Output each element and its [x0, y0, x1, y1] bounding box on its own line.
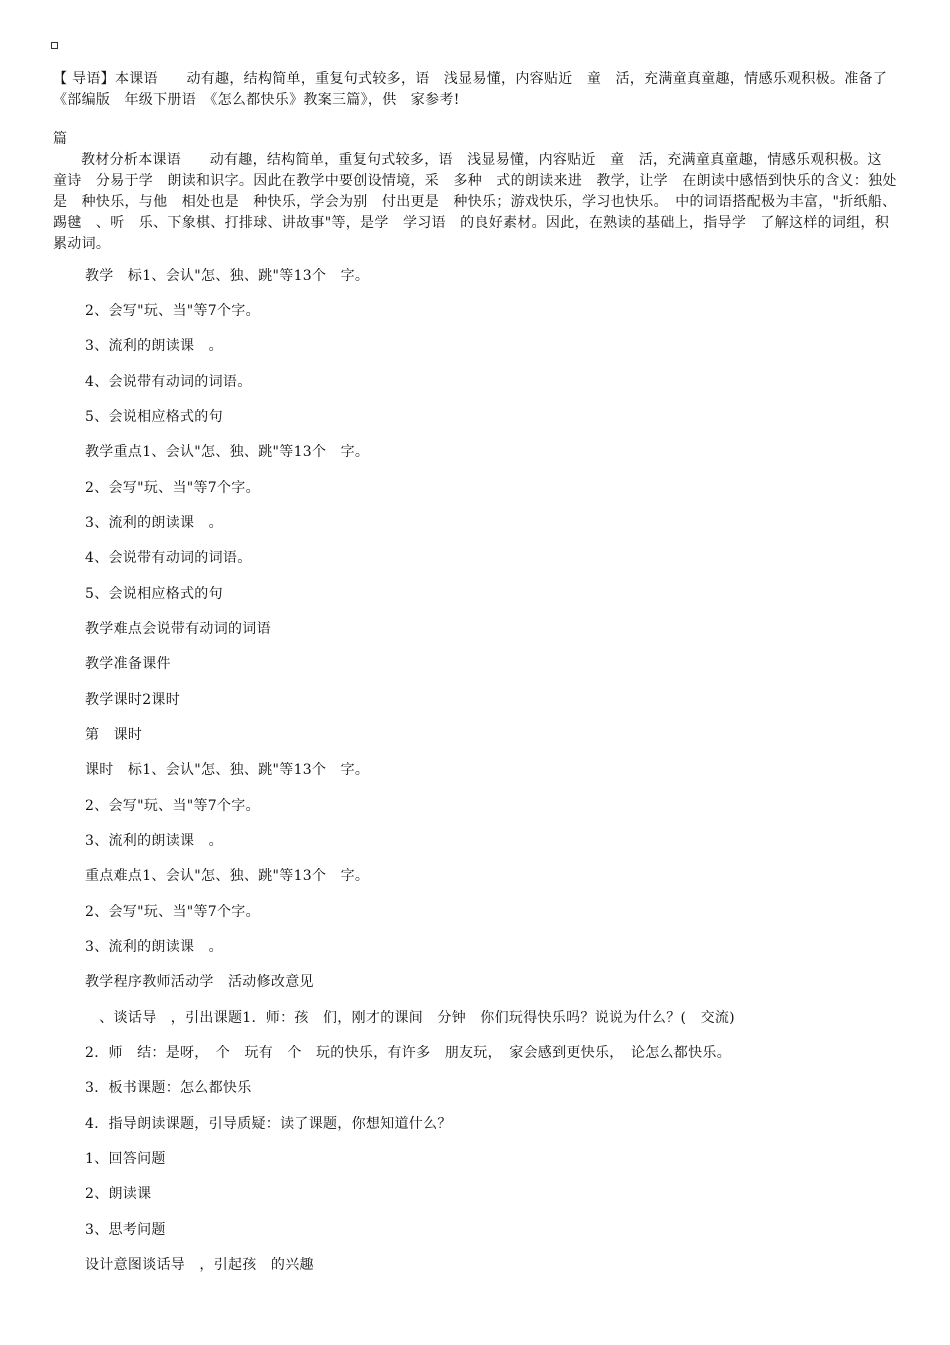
doc-line: 3．板书课题：怎么都快乐: [85, 1080, 252, 1096]
intro-paragraph: 【 导语】本课语 动有趣，结构简单，重复句式较多，语 浅显易懂，内容贴近 童 活，充满童真童趣，情感乐观积极。准备了《部编版 年级下册语 《怎么都快乐》教案三篇》，供 家参考!: [53, 71, 888, 108]
doc-line: 、谈话导 ，引出课题1．师：孩 们，刚才的课间 分钟 你们玩得快乐吗？说说为什么？( 交流): [85, 1010, 735, 1026]
doc-line: 第 课时: [85, 727, 143, 743]
doc-line: 4．指导朗读课题，引导质疑：读了课题，你想知道什么？: [85, 1116, 452, 1132]
doc-line: 3、思考问题: [85, 1222, 166, 1238]
doc-line: 重点难点1、会认"怎、独、跳"等13个 字。: [85, 868, 370, 884]
doc-line: 2、会写"玩、当"等7个字。: [85, 904, 260, 920]
doc-line: 3、流利的朗读课 。: [85, 939, 223, 955]
doc-line: 教学难点会说带有动词的词语: [85, 621, 271, 637]
doc-line: 5、会说相应格式的句: [85, 409, 223, 425]
doc-line: 课时 标1、会认"怎、独、跳"等13个 字。: [85, 762, 370, 778]
doc-line: 3、流利的朗读课 。: [85, 338, 223, 354]
doc-line: 设计意图谈话导 ，引起孩 的兴趣: [85, 1257, 314, 1273]
bullet-marker-icon: [51, 42, 58, 49]
section-heading: 篇: [53, 131, 68, 147]
doc-line: 3、流利的朗读课 。: [85, 515, 223, 531]
doc-line: 2、朗读课: [85, 1186, 152, 1202]
doc-line: 2．师 结：是呀， 个 玩有 个 玩的快乐，有许多 朋友玩， 家会感到更快乐， 论怎么都快乐。: [85, 1045, 732, 1061]
doc-line: 4、会说带有动词的词语。: [85, 374, 252, 390]
doc-line: 1、回答问题: [85, 1151, 166, 1167]
doc-line: 5、会说相应格式的句: [85, 586, 223, 602]
doc-line: 教学程序教师活动学 活动修改意见: [85, 974, 314, 990]
analysis-paragraph: 教材分析本课语 动有趣，结构简单，重复句式较多，语 浅显易懂，内容贴近 童 活，充满童真童趣，情感乐观积极。这 童诗 分易于学 朗读和识字。因此在教学中要创设情境，采 多种 式的朗读来进 教学，让学 在朗读中感悟到快乐的含义：独处是 种快乐，与他 相处也是 种快乐，学会为别 付出更是 种快乐；游戏快乐，学习也快乐。 中的词语搭配极为丰富，"折纸船、踢毽 、听 乐、下象棋、打排球、讲故事"等，是学 学习语 的良好素材。因此，在熟读的基础上，指导学 了解这样的词组，积累动词。: [53, 152, 911, 252]
doc-line: 2、会写"玩、当"等7个字。: [85, 798, 260, 814]
doc-line: 教学准备课件: [85, 656, 171, 672]
doc-line: 教学 标1、会认"怎、独、跳"等13个 字。: [85, 268, 370, 284]
doc-line: 3、流利的朗读课 。: [85, 833, 223, 849]
doc-line: 2、会写"玩、当"等7个字。: [85, 480, 260, 496]
doc-line: 教学课时2课时: [85, 692, 181, 708]
doc-line: 教学重点1、会认"怎、独、跳"等13个 字。: [85, 444, 370, 460]
doc-line: 4、会说带有动词的词语。: [85, 550, 252, 566]
doc-line: 2、会写"玩、当"等7个字。: [85, 303, 260, 319]
